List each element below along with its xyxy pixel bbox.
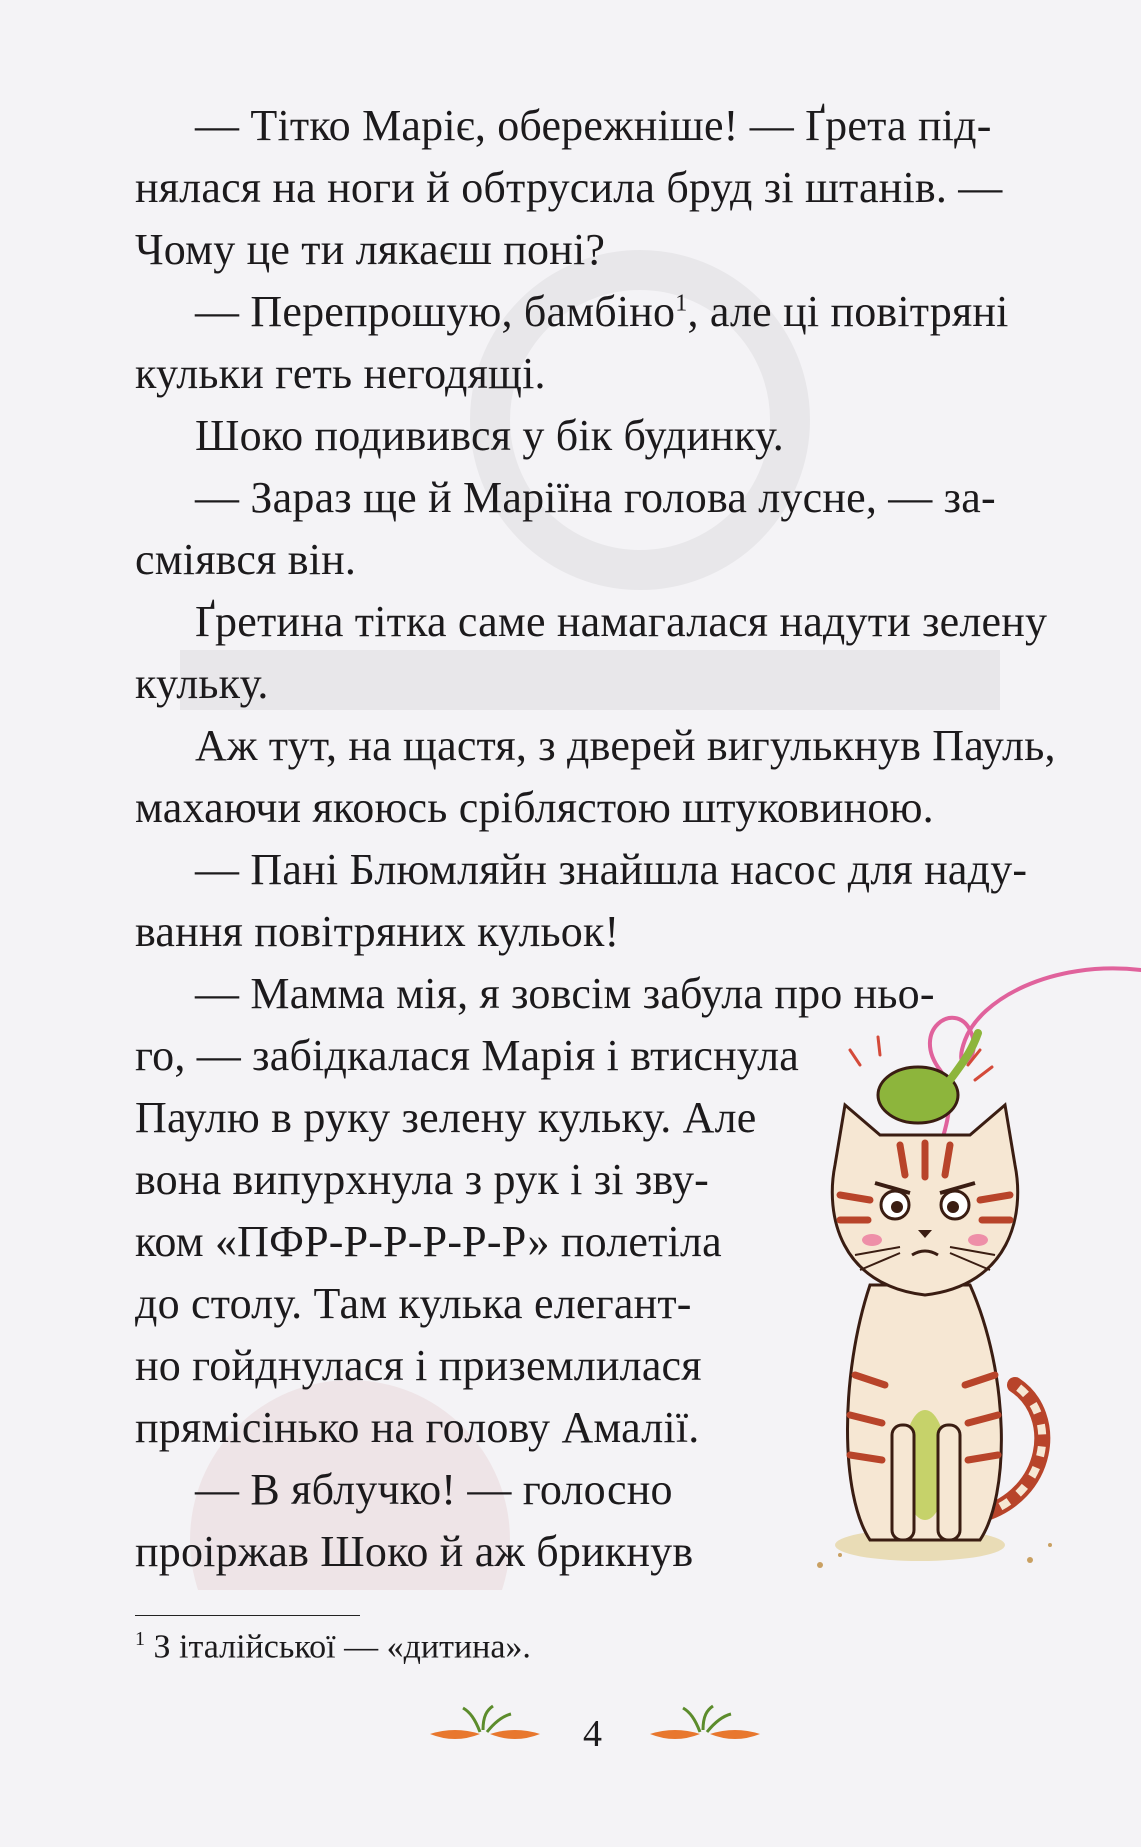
tabby-cat-with-balloon-icon xyxy=(800,955,1060,1575)
carrot-ornament-icon xyxy=(425,1704,545,1754)
text-line: го, — забідкалася Марія і втиснула xyxy=(135,1031,799,1080)
footnote-marker: 1 xyxy=(135,1628,145,1650)
footnote-divider xyxy=(135,1615,360,1616)
text-line: но гойднулася і приземлилася xyxy=(135,1341,702,1390)
text-line: — Перепрошую, бамбіно$^1$, але ці повітряні xyxy=(195,287,1009,336)
footnote-reference: 1 xyxy=(675,290,688,317)
text-line: вона випурхнула з рук і зі зву- xyxy=(135,1155,710,1204)
text-line: Шоко подивився у бік будинку. xyxy=(195,411,784,460)
text-line: Ґретина тітка саме намагалася надути зелену xyxy=(195,597,1048,646)
text-line: до столу. Там кулька елегант- xyxy=(135,1279,692,1328)
text-line: махаючи якоюсь сріблястою штуковиною. xyxy=(135,783,934,832)
text-line: — Пані Блюмляйн знайшла насос для наду- xyxy=(195,845,1028,894)
text-line: — Тітко Маріє, обережніше! — Ґрета під- xyxy=(195,101,992,150)
text-line: — В яблучко! — голосно xyxy=(195,1465,673,1514)
text-line: ком «ПФР-Р-Р-Р-Р-Р» полетіла xyxy=(135,1217,722,1266)
page-number: 4 xyxy=(583,1713,602,1755)
text-line: сміявся він. xyxy=(135,535,357,584)
text-line: Чому це ти лякаєш поні? xyxy=(135,225,606,274)
text-line: — Мамма мія, я зовсім забула про ньо- xyxy=(195,969,935,1018)
text-line: — Зараз ще й Маріїна голова лусне, — за- xyxy=(195,473,996,522)
text-line: проіржав Шоко й аж брикнув xyxy=(135,1527,694,1576)
text-line: прямісінько на голову Амалії. xyxy=(135,1403,700,1452)
text-line: кульки геть негодящі. xyxy=(135,349,546,398)
text-line: вання повітряних кульок! xyxy=(135,907,620,956)
footnote xyxy=(135,1628,531,1666)
carrot-ornament-icon xyxy=(645,1704,765,1754)
text-line: кульку. xyxy=(135,659,269,708)
footnote-text: З італійської — «дитина». xyxy=(145,1628,531,1666)
text-line: Аж тут, на щастя, з дверей вигулькнув Пауль, xyxy=(195,721,1056,770)
text-line: Паулю в руку зелену кульку. Але xyxy=(135,1093,757,1142)
text-line: нялася на ноги й обтрусила бруд зі штанів. — xyxy=(135,163,1003,212)
